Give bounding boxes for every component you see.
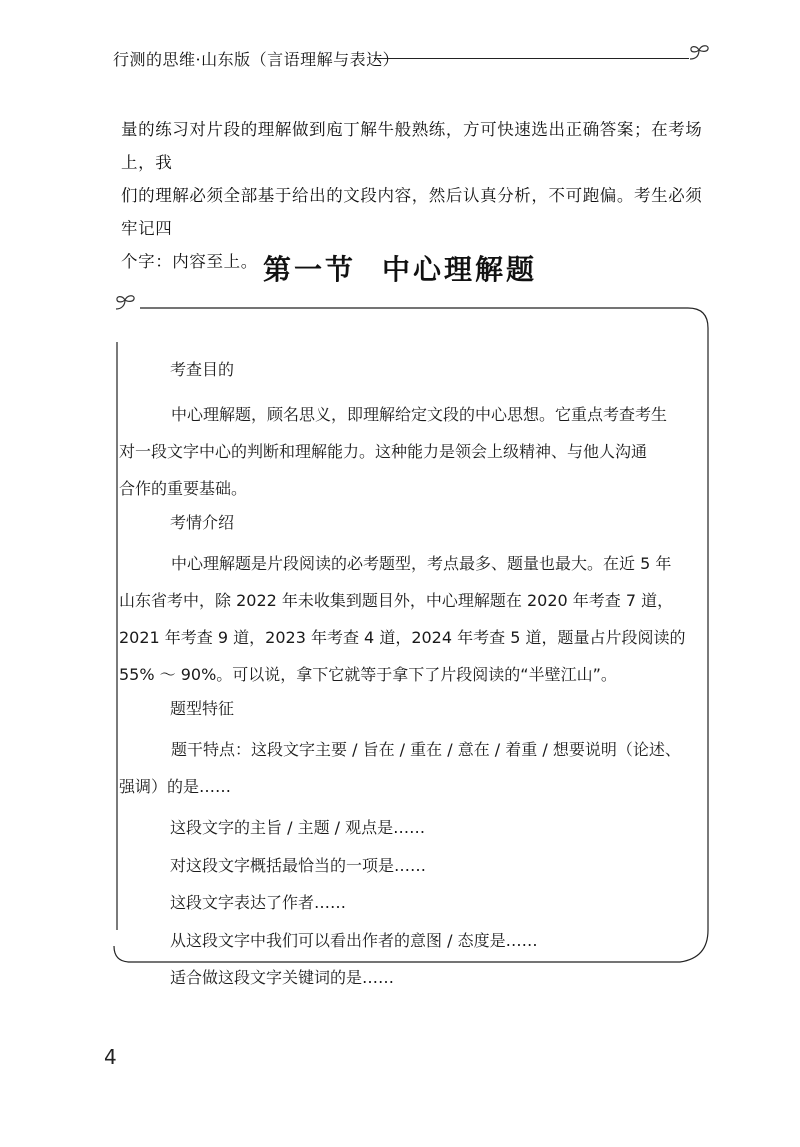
template-line: 从这段文字中我们可以看出作者的意图 / 态度是…… (170, 930, 538, 950)
intro-line: 量的练习对片段的理解做到庖丁解牛般熟练，方可快速选出正确答案；在考场上，我 (121, 120, 703, 172)
features-label: 题型特征 (170, 699, 235, 718)
template-line: 这段文字表达了作者…… (170, 893, 347, 912)
content-box (119, 358, 690, 997)
purpose-line: 对一段文字中心的判断和理解能力。这种能力是领会上级精神、与他人沟通 (119, 442, 648, 461)
section-name: 中心理解题 (382, 253, 538, 286)
situation-line: 中心理解题是片段阅读的必考题型，考点最多、题量也最大。在近 5 年 (171, 554, 672, 573)
purpose-line: 合作的重要基础。 (119, 479, 248, 498)
intro-line: 个字：内容至上。 (121, 252, 258, 271)
template-line: 对这段文字概括最恰当的一项是…… (170, 855, 427, 875)
template-line: 适合做这段文字关键词的是…… (170, 968, 395, 987)
page-number: 4 (104, 1045, 117, 1069)
stem-line: 题干特点：这段文字主要 / 旨在 / 重在 / 意在 / 着重 / 想要说明（论述、 (171, 740, 681, 759)
situation-label: 考情介绍 (170, 513, 235, 532)
situation-line: 2021 年考查 9 道，2023 年考查 4 道，2024 年考查 5 道，题量占片段阅读的 (119, 628, 686, 647)
section-title (0, 248, 800, 288)
purpose-line: 中心理解题，顾名思义，即理解给定文段的中心思想。它重点考查考生 (171, 405, 668, 424)
intro-line: 们的理解必须全部基于给出的文段内容，然后认真分析，不可跑偏。考生必须牢记四 (121, 186, 703, 238)
purpose-label: 考查目的 (170, 360, 235, 379)
sprout-icon (684, 40, 714, 66)
situation-line: 山东省考中，除 2022 年未收集到题目外，中心理解题在 2020 年考查 7 道， (119, 591, 674, 610)
stem-line: 强调）的是…… (119, 777, 232, 796)
template-line: 这段文字的主旨 / 主题 / 观点是…… (170, 818, 426, 837)
section-number: 第一节 (262, 253, 356, 286)
header-rule (374, 58, 689, 59)
situation-line: 55% ～ 90%。可以说，拿下它就等于拿下了片段阅读的“半壁江山”。 (119, 665, 617, 684)
running-header-title: 行测的思维·山东版（言语理解与表达） (113, 50, 400, 69)
